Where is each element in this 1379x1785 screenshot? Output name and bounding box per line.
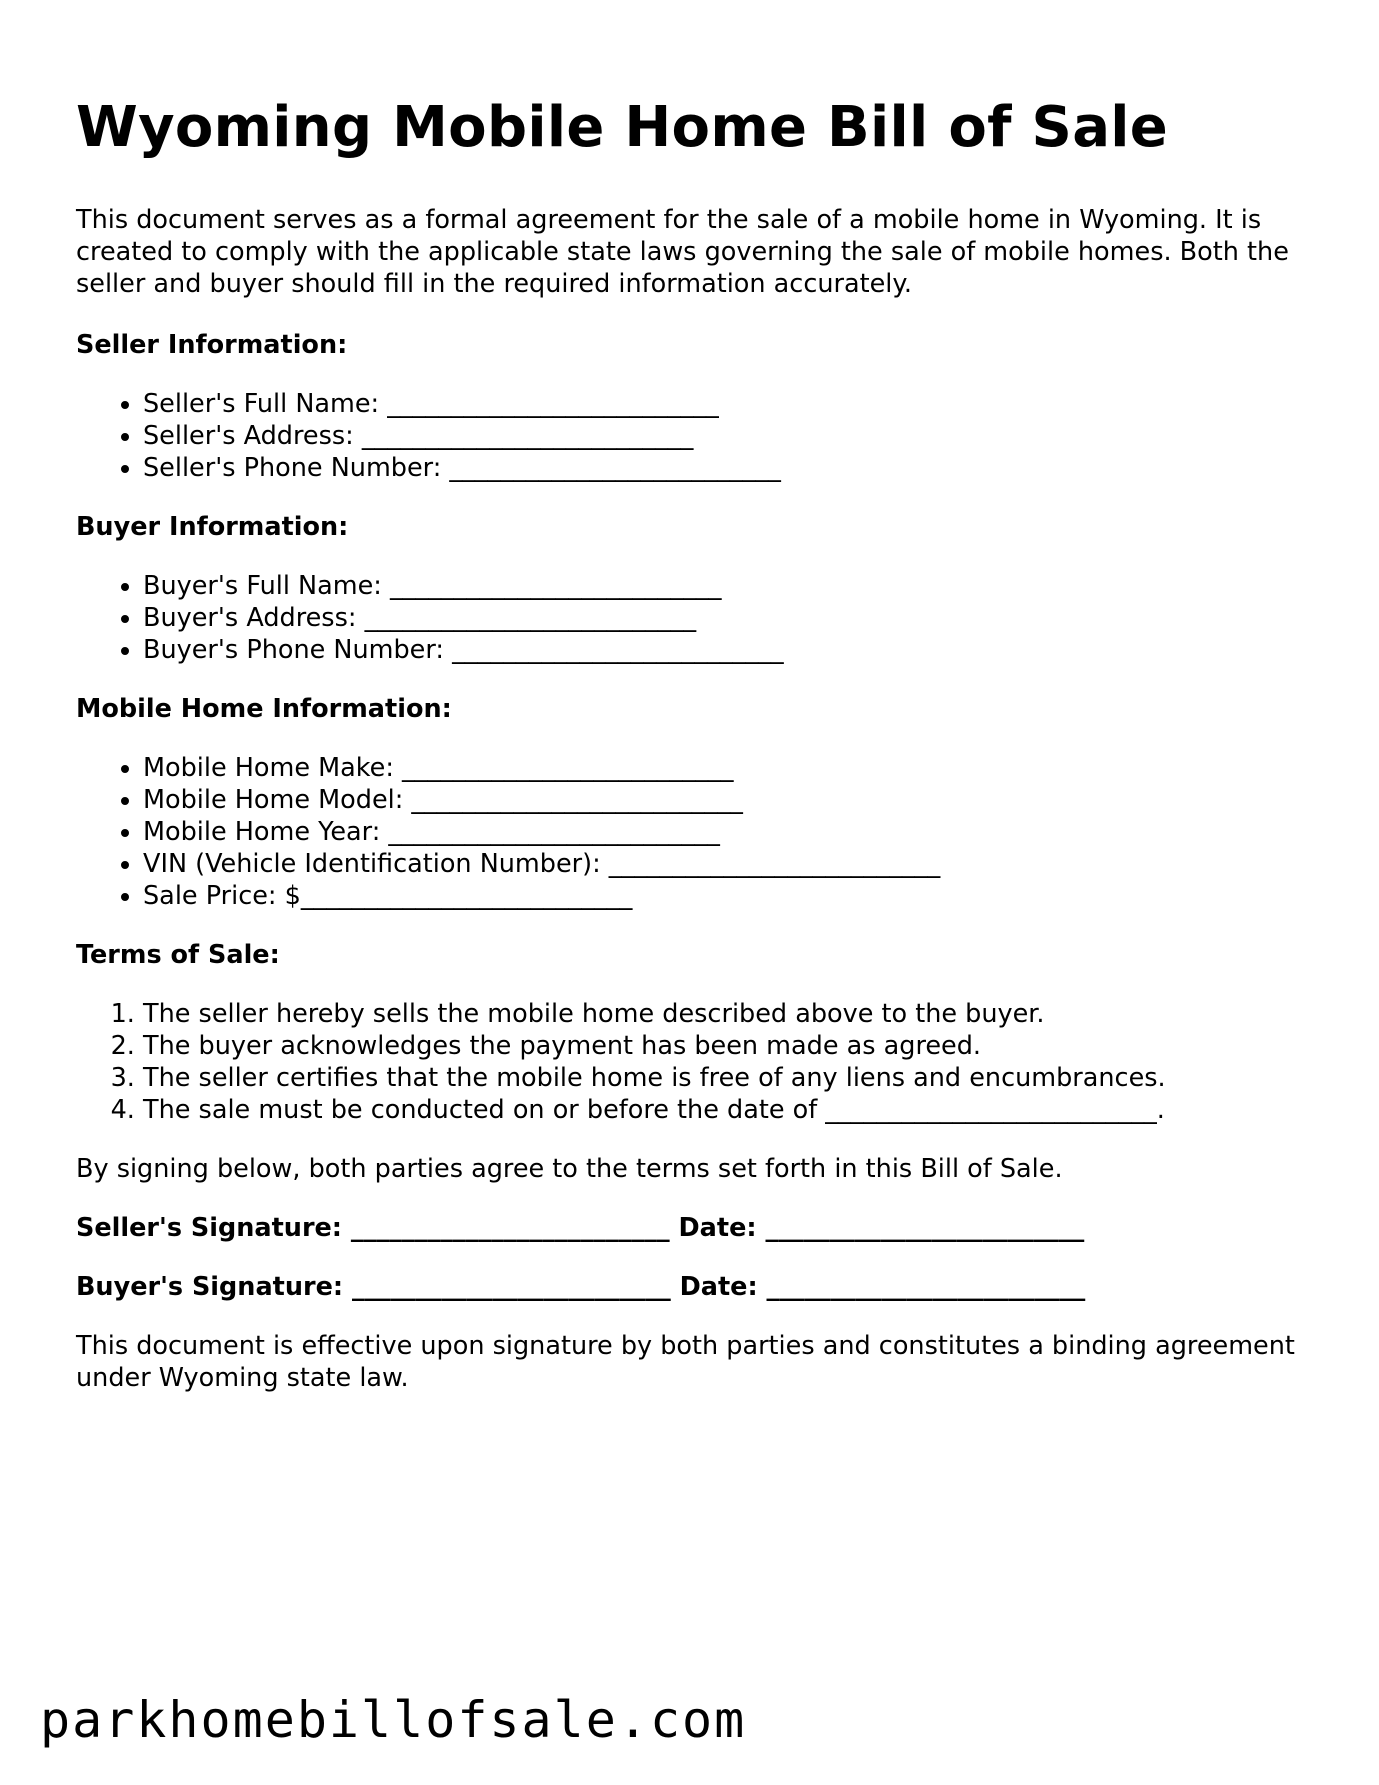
agreement-statement: By signing below, both parties agree to the terms set forth in this Bill of Sale. <box>76 1154 1063 1184</box>
mobile-home-information-heading: Mobile Home Information: <box>76 694 452 724</box>
buyer-address-field: • Buyer's Address: __________________________ <box>143 602 1316 634</box>
buyer-information-heading: Buyer Information: <box>76 512 349 542</box>
terms-of-sale-list <box>76 998 1316 1126</box>
term-item: 2. The buyer acknowledges the payment has been made as agreed. <box>143 1030 1316 1062</box>
mobile-home-information-list <box>76 752 1316 912</box>
sale-price-field: • Sale Price: $__________________________ <box>143 880 1316 912</box>
document-title: Wyoming Mobile Home Bill of Sale <box>76 95 1169 160</box>
closing-statement: This document is effective upon signature by both parties and constitutes a binding agreement under Wyoming state law. <box>76 1331 1295 1393</box>
terms-of-sale-heading: Terms of Sale: <box>76 940 280 970</box>
mobile-home-year-field: • Mobile Home Year: __________________________ <box>143 816 1316 848</box>
seller-phone-field: • Seller's Phone Number: __________________________ <box>143 452 1316 484</box>
mobile-home-model-field: • Mobile Home Model: __________________________ <box>143 784 1316 816</box>
buyer-signature-line: Buyer's Signature: _________________________ Date: _________________________ <box>76 1272 1086 1302</box>
seller-address-field: • Seller's Address: __________________________ <box>143 420 1316 452</box>
term-item: 1. The seller hereby sells the mobile home described above to the buyer. <box>143 998 1316 1030</box>
term-item: 4. The sale must be conducted on or before the date of __________________________. <box>143 1094 1316 1126</box>
buyer-phone-field: • Buyer's Phone Number: __________________________ <box>143 634 1316 666</box>
document-page <box>76 92 1316 1394</box>
seller-signature-line: Seller's Signature: _________________________ Date: _________________________ <box>76 1213 1085 1243</box>
vin-field: • VIN (Vehicle Identification Number): __________________________ <box>143 848 1316 880</box>
seller-information-list <box>76 388 1316 484</box>
seller-information-heading: Seller Information: <box>76 330 348 360</box>
site-watermark: parkhomebillofsale.com <box>40 1691 747 1749</box>
buyer-information-list <box>76 570 1316 666</box>
intro-paragraph: This document serves as a formal agreement for the sale of a mobile home in Wyoming. It is created to comply with the applicable state laws governing the sale of mobile homes. Both the seller and buyer should fill in the required information accurately. <box>76 205 1289 299</box>
mobile-home-make-field: • Mobile Home Make: __________________________ <box>143 752 1316 784</box>
buyer-full-name-field: • Buyer's Full Name: __________________________ <box>143 570 1316 602</box>
seller-full-name-field: • Seller's Full Name: __________________________ <box>143 388 1316 420</box>
term-item: 3. The seller certifies that the mobile home is free of any liens and encumbrances. <box>143 1062 1316 1094</box>
